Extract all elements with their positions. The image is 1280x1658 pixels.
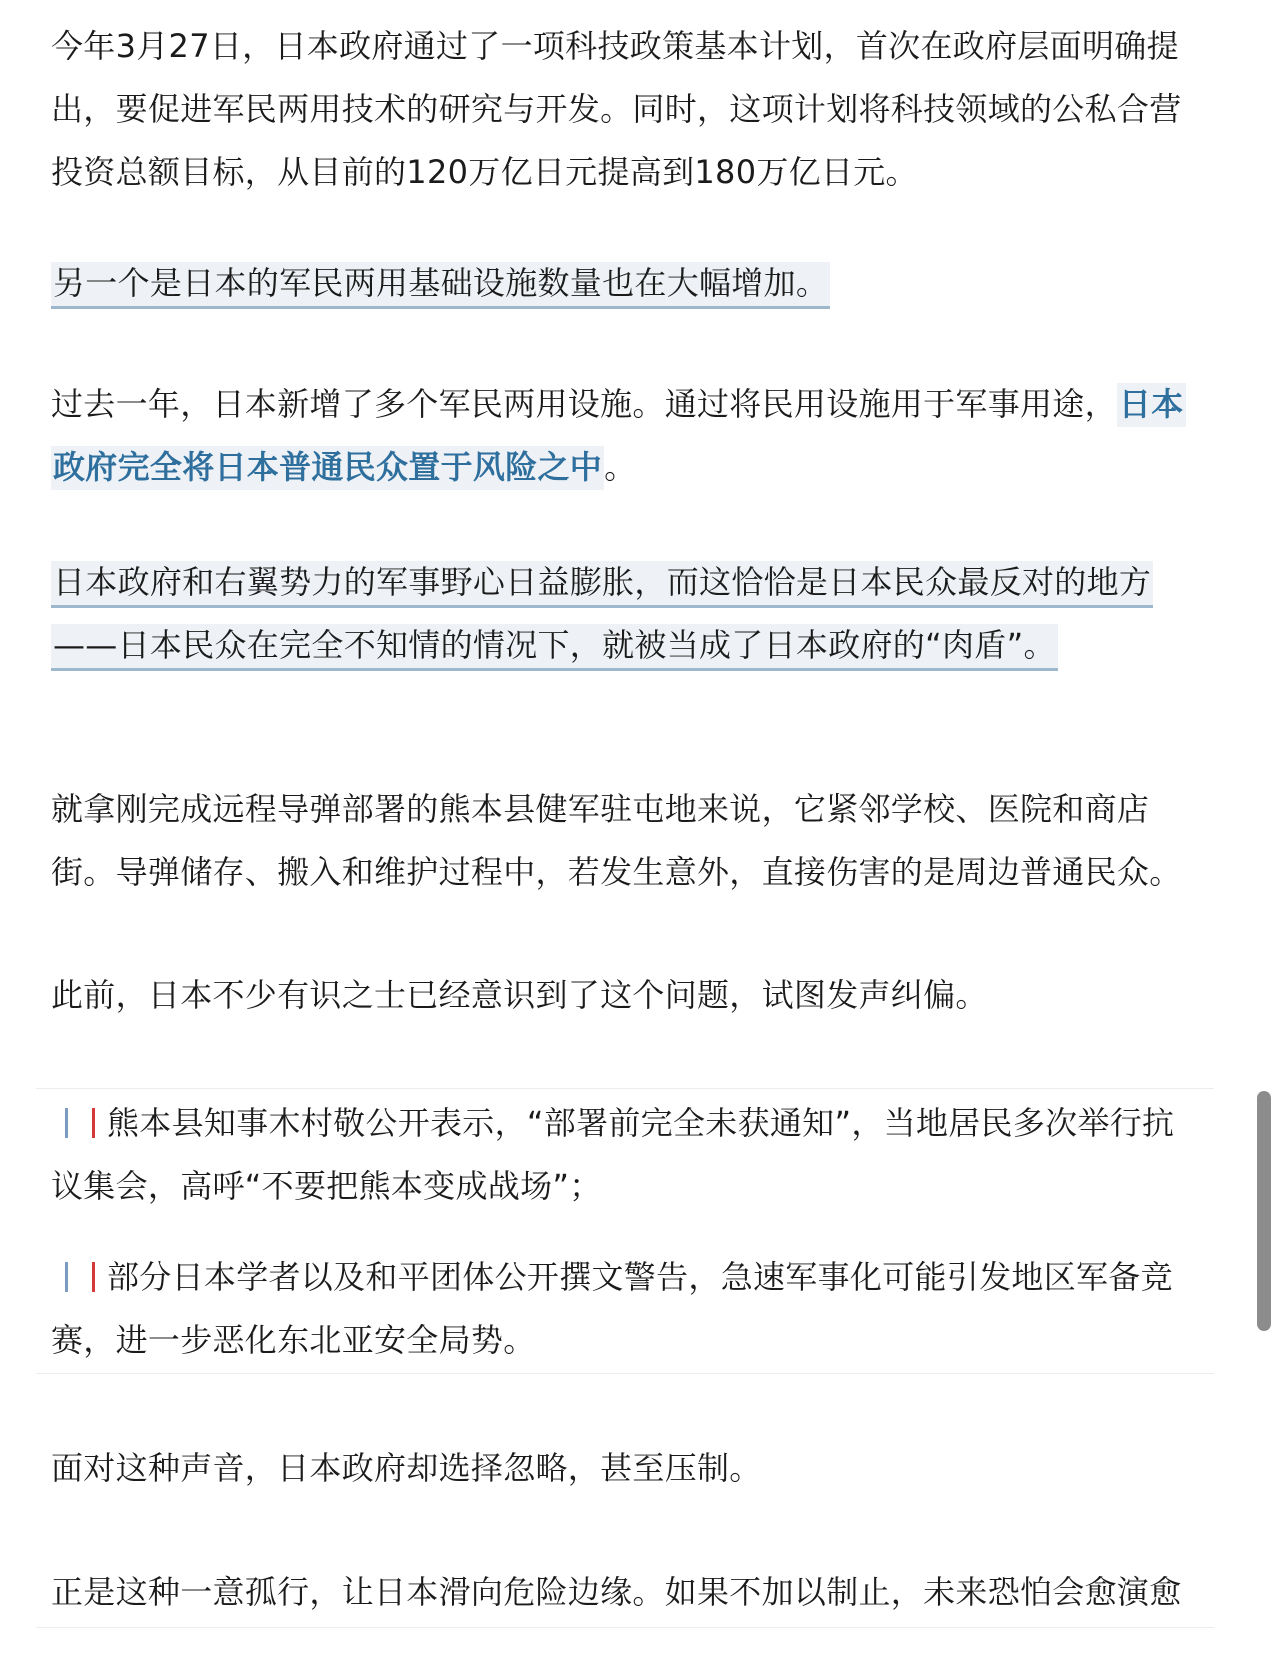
- quote-item: [51, 1092, 1201, 1218]
- paragraph-text: 面对这种声音，日本政府却选择忽略，甚至压制。: [51, 1449, 762, 1487]
- scrollbar-track[interactable]: [1256, 0, 1274, 1658]
- paragraph-text: 就拿刚完成远程导弹部署的熊本县健军驻屯地来说，它紧邻学校、医院和商店街。导弹储存、搬入和维护过程中，若发生意外，直接伤害的是周边普通民众。: [51, 790, 1182, 891]
- paragraph-kumamoto-example: [51, 778, 1201, 904]
- divider: [36, 1627, 1214, 1628]
- highlighted-sentence: 另一个是日本的军民两用基础设施数量也在大幅增加。: [51, 262, 830, 309]
- quote-bar-red: [92, 1262, 95, 1292]
- scrollbar-thumb[interactable]: [1257, 1091, 1271, 1331]
- paragraph-dual-use-facilities: [51, 373, 1201, 499]
- paragraph-punctuation: 。: [604, 448, 637, 486]
- paragraph-voices: [51, 964, 1201, 1027]
- quote-text: 熊本县知事木村敬公开表示，“部署前完全未获通知”，当地居民多次举行抗议集会，高呼“不要把熊本变成战场”；: [51, 1104, 1175, 1205]
- emphasis-text: 日本政府完全将日本普通民众置于风险之中: [51, 383, 1186, 490]
- quote-item: [51, 1246, 1201, 1372]
- quote-bar-red: [92, 1108, 95, 1138]
- paragraph-policy-plan: [51, 15, 1201, 204]
- paragraph-text: 此前，日本不少有识之士已经意识到了这个问题，试图发声纠偏。: [51, 976, 988, 1014]
- highlighted-sentence: 日本政府和右翼势力的军事野心日益膨胀，而这恰恰是日本民众最反对的地方——日本民众在完全不知情的情况下，就被当成了日本政府的“肉盾”。: [51, 561, 1153, 671]
- quote-bar-blue: [65, 1262, 68, 1292]
- paragraph-text: 过去一年，日本新增了多个军民两用设施。通过将民用设施用于军事用途，: [51, 385, 1117, 423]
- paragraph-text: 正是这种一意孤行，让日本滑向危险边缘。如果不加以制止，未来恐怕会愈演愈: [51, 1573, 1182, 1611]
- quote-block: [36, 1088, 1214, 1374]
- quote-bar-blue: [65, 1108, 68, 1138]
- paragraph-text: 今年3月27日，日本政府通过了一项科技政策基本计划，首次在政府层面明确提出，要促进军民两用技术的研究与开发。同时，这项计划将科技领域的公私合营投资总额目标，从目前的120万亿日元提高到180万亿日元。: [51, 27, 1182, 191]
- paragraph-government-response: [51, 1437, 1201, 1500]
- paragraph-highlight-infrastructure: [51, 252, 1201, 315]
- paragraph-conclusion: [51, 1561, 1201, 1624]
- quote-text: 部分日本学者以及和平团体公开撰文警告，急速军事化可能引发地区军备竞赛，进一步恶化东北亚安全局势。: [51, 1258, 1173, 1359]
- paragraph-highlight-ambition: [51, 551, 1201, 677]
